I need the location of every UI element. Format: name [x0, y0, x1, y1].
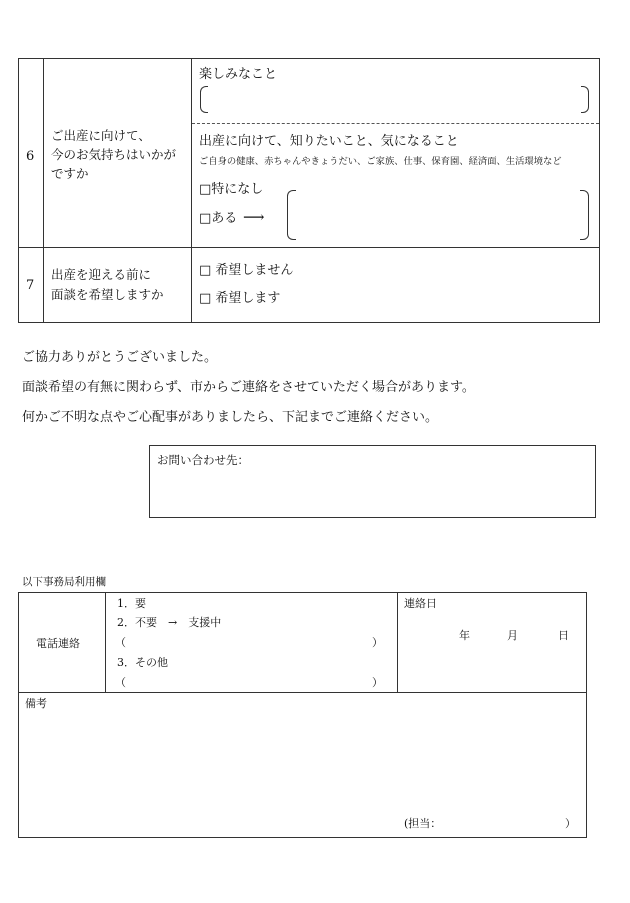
option-no-checkbox[interactable]: □ 希望しません — [199, 263, 294, 278]
phone-option-3-paren-open: （ — [115, 676, 126, 689]
office-row-divider — [18, 692, 587, 693]
office-date-divider — [397, 592, 398, 693]
option-some-checkbox[interactable]: □ある — [199, 211, 238, 226]
contact-label: お問い合わせ先： — [157, 453, 249, 467]
q6-question-line-1: ご出産に向けて、 — [51, 128, 151, 143]
arrow-right-icon: ⟶ — [243, 208, 265, 226]
office-section-title: 以下事務局利用欄 — [22, 576, 106, 588]
concern-label: 出産に向けて、知りたいこと、気になること — [199, 134, 459, 149]
enjoy-bracket-right — [581, 86, 589, 113]
office-table-right — [586, 592, 587, 838]
message-line-1: ご協力ありがとうございました。 — [22, 350, 218, 365]
office-table-bottom — [18, 837, 587, 838]
option-none-checkbox[interactable]: □特になし — [199, 182, 264, 197]
q6-question-line-2: 今のお気持ちはいかが — [51, 147, 177, 162]
q6-dashed-divider — [192, 123, 599, 124]
q7-question-line-1: 出産を迎える前に — [51, 267, 152, 282]
option-yes-checkbox[interactable]: □ 希望します — [199, 291, 281, 306]
phone-option-3-paren-close: ） — [372, 676, 383, 689]
staff-paren-close: ） — [565, 817, 576, 830]
q6-number: 6 — [26, 149, 35, 164]
enjoy-label: 楽しみなこと — [199, 67, 278, 82]
q7-number: 7 — [26, 278, 35, 293]
staff-label: (担当： — [404, 817, 442, 830]
table-top-border — [18, 58, 600, 59]
message-line-2: 面談希望の有無に関わらず、市からご連絡をさせていただく場合があります。 — [22, 380, 475, 395]
phone-option-2[interactable]: 2．不要 → 支援中 — [117, 616, 222, 629]
phone-option-2-paren-open: （ — [115, 636, 126, 649]
phone-option-3[interactable]: 3．その他 — [117, 656, 168, 669]
phone-option-2-paren-close: ） — [372, 636, 383, 649]
phone-label: 電話連絡 — [36, 637, 80, 650]
concern-examples: ご自身の健康、赤ちゃんやきょうだい、ご家族、仕事、保育園、経済面、生活環境など — [199, 156, 562, 167]
q7-question-line-2: 面談を希望しますか — [51, 287, 164, 302]
q6-question-line-3: ですか — [51, 166, 89, 181]
date-month: 月 — [507, 629, 518, 642]
concern-bracket-right — [580, 190, 589, 240]
concern-bracket-left — [287, 190, 296, 240]
row-divider — [18, 247, 600, 248]
office-table-left — [18, 592, 19, 838]
remarks-label: 備考 — [25, 697, 47, 710]
table-left-border — [18, 58, 19, 323]
office-label-divider — [105, 592, 106, 693]
office-table-top — [18, 592, 587, 593]
phone-option-1[interactable]: 1．要 — [117, 597, 146, 610]
table-bottom-border — [18, 322, 600, 323]
message-line-3: 何かご不明な点やご心配事がありましたら、下記までご連絡ください。 — [22, 410, 439, 425]
date-day: 日 — [558, 629, 569, 642]
enjoy-bracket-left — [200, 86, 208, 113]
question-column-divider — [191, 58, 192, 323]
table-right-border — [599, 58, 600, 323]
number-column-divider — [43, 58, 44, 323]
contact-date-label: 連絡日 — [404, 597, 437, 610]
date-year: 年 — [459, 629, 470, 642]
